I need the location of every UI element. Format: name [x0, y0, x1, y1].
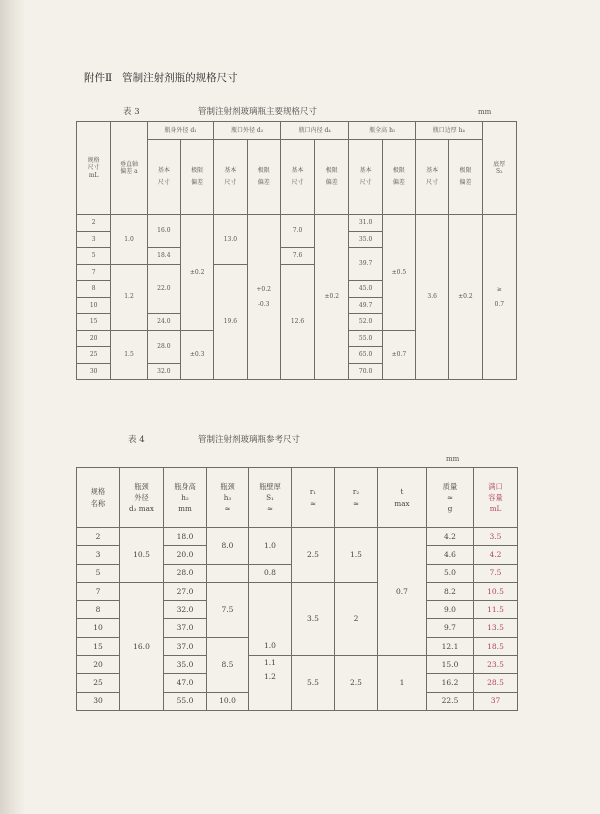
t3-d1-basic-cell: 32.0 [147, 363, 180, 380]
t3-perp-cell: 1.5 [111, 330, 147, 380]
t3-header-spec: 规格 尺寸 mL [77, 122, 111, 215]
t4-capacity-cell: 23.5 [474, 656, 518, 674]
table3-number: 表 3 [123, 107, 140, 117]
t3-h1-basic-cell: 49.7 [349, 297, 382, 314]
t4-mass-cell: 4.6 [427, 546, 474, 564]
t4-mass-cell: 16.2 [427, 674, 474, 692]
t4-h2-cell: 37.0 [164, 637, 207, 655]
t4-capacity-cell: 7.5 [474, 564, 518, 582]
t3-subheader-limit: 极限 偏差 [449, 140, 482, 215]
t4-s1-cell: 1.0 [249, 582, 292, 655]
t4-header-r2: r₂ ≈ [335, 468, 378, 528]
t4-d3-cell: 10.5 [120, 528, 164, 583]
t4-capacity-cell: 3.5 [474, 528, 518, 546]
t4-spec-cell: 8 [77, 601, 120, 619]
t4-spec-cell: 30 [77, 692, 120, 710]
t4-header-t: t max [378, 468, 427, 528]
t3-h1-basic-cell: 65.0 [349, 347, 382, 364]
t4-capacity-cell: 37 [474, 692, 518, 710]
t3-h4-limit-cell: ±0.2 [449, 215, 482, 380]
t4-s1-cell: 0.8 [249, 564, 292, 582]
t4-mass-cell: 12.1 [427, 637, 474, 655]
t4-t-cell: 1 [378, 656, 427, 711]
t3-subheader-basic: 基本 尺寸 [349, 140, 382, 215]
t4-spec-cell: 10 [77, 619, 120, 637]
t3-spec-cell: 10 [77, 297, 111, 314]
table3-unit: mm [478, 108, 492, 116]
t4-mass-cell: 5.0 [427, 564, 474, 582]
t4-r2-cell: 2.5 [335, 656, 378, 711]
t4-spec-cell: 5 [77, 564, 120, 582]
t4-r1-cell: 5.5 [292, 656, 335, 711]
t4-header-d3: 瓶颈 外径 d₃ max [120, 468, 164, 528]
t3-s2-cell: ≥ 0.7 [482, 215, 516, 380]
table3-title: 管制注射剂玻璃瓶主要规格尺寸 [198, 107, 318, 117]
t4-header-spec: 规格 名称 [77, 468, 120, 528]
t4-header-capacity: 满口 容量 mL [474, 468, 518, 528]
t3-header-d2: 瓶口外径 d₂ [214, 122, 281, 140]
t4-h2-cell: 18.0 [164, 528, 207, 546]
t3-header-perp: 垂直轴 偏差 a [111, 122, 147, 215]
t3-h1-basic-cell: 45.0 [349, 281, 382, 298]
table3 [76, 121, 517, 380]
binding-gutter [0, 0, 26, 814]
t3-h1-limit-cell: ±0.5 [382, 215, 415, 331]
t3-h1-basic-cell: 39.7 [349, 248, 382, 281]
t3-d1-basic-cell: 16.0 [147, 215, 180, 248]
t4-spec-cell: 3 [77, 546, 120, 564]
t3-d2-basic-cell: 13.0 [214, 215, 247, 265]
t3-spec-cell: 2 [77, 215, 111, 232]
t3-subheader-basic: 基本 尺寸 [214, 140, 247, 215]
t4-r2-cell: 2 [335, 582, 378, 655]
t3-spec-cell: 30 [77, 363, 111, 380]
t3-perp-cell: 1.2 [111, 264, 147, 330]
t4-mass-cell: 15.0 [427, 656, 474, 674]
t3-header-s2: 底厚 S₂ [482, 122, 516, 215]
t4-d3-cell: 16.0 [120, 582, 164, 710]
t4-r2-cell: 1.5 [335, 528, 378, 583]
t4-h3-cell [207, 564, 249, 582]
t3-header-d1: 瓶身外径 d₁ [147, 122, 214, 140]
t3-spec-cell: 25 [77, 347, 111, 364]
t4-header-mass: 质量 ≈ g [427, 468, 474, 528]
t4-spec-cell: 25 [77, 674, 120, 692]
table4-unit: mm [446, 455, 460, 463]
t4-h2-cell: 35.0 [164, 656, 207, 674]
t3-d1-basic-cell: 28.0 [147, 330, 180, 363]
t3-h1-basic-cell: 35.0 [349, 231, 382, 248]
t3-d4-basic-cell: 12.6 [280, 264, 314, 380]
t4-mass-cell: 8.2 [427, 582, 474, 600]
t4-spec-cell: 20 [77, 656, 120, 674]
t4-h2-cell: 55.0 [164, 692, 207, 710]
t3-h1-basic-cell: 55.0 [349, 330, 382, 347]
t4-h2-cell: 28.0 [164, 564, 207, 582]
t3-d1-limit-cell: ±0.2 [181, 215, 214, 331]
t4-spec-cell: 7 [77, 582, 120, 600]
t4-h2-cell: 20.0 [164, 546, 207, 564]
t3-header-d4: 瓶口内径 d₄ [280, 122, 349, 140]
t4-spec-cell: 15 [77, 637, 120, 655]
t3-subheader-basic: 基本 尺寸 [416, 140, 449, 215]
t4-s1-cell: 1.1 1.2 [249, 656, 292, 711]
t3-subheader-limit: 极限 偏差 [382, 140, 415, 215]
t4-h2-cell: 32.0 [164, 601, 207, 619]
t4-t-cell: 0.7 [378, 528, 427, 656]
t4-capacity-cell: 10.5 [474, 582, 518, 600]
table4 [76, 467, 518, 711]
t4-mass-cell: 9.0 [427, 601, 474, 619]
t3-h1-basic-cell: 31.0 [349, 215, 382, 232]
t3-d1-basic-cell: 22.0 [147, 264, 180, 314]
t4-header-s1: 瓶壁厚 S₁ ≈ [249, 468, 292, 528]
t3-spec-cell: 20 [77, 330, 111, 347]
t4-capacity-cell: 11.5 [474, 601, 518, 619]
t3-spec-cell: 15 [77, 314, 111, 331]
t3-subheader-basic: 基本 尺寸 [280, 140, 314, 215]
table4-number: 表 4 [128, 435, 145, 445]
appendix-prefix: 附件Ⅱ [84, 72, 113, 84]
appendix-heading [84, 70, 238, 85]
t4-r1-cell: 2.5 [292, 528, 335, 583]
table4-title: 管制注射剂玻璃瓶参考尺寸 [198, 435, 301, 445]
t3-spec-cell: 5 [77, 248, 111, 265]
t3-d4-limit-cell: ±0.2 [315, 215, 349, 380]
t3-h1-basic-cell: 52.0 [349, 314, 382, 331]
t4-h3-cell: 10.0 [207, 692, 249, 710]
t3-subheader-basic: 基本 尺寸 [147, 140, 180, 215]
t3-subheader-limit: 极限 偏差 [247, 140, 280, 215]
t4-h3-cell: 8.0 [207, 528, 249, 565]
t3-h1-basic-cell: 70.0 [349, 363, 382, 380]
t4-capacity-cell: 13.5 [474, 619, 518, 637]
t4-h3-cell: 7.5 [207, 582, 249, 637]
t4-mass-cell: 9.7 [427, 619, 474, 637]
t3-spec-cell: 3 [77, 231, 111, 248]
t4-h2-cell: 27.0 [164, 582, 207, 600]
t3-d2-limit-cell: +0.2 -0.3 [247, 215, 280, 380]
t3-h4-basic-cell: 3.6 [416, 215, 449, 380]
t3-spec-cell: 7 [77, 264, 111, 281]
t4-capacity-cell: 18.5 [474, 637, 518, 655]
t4-h3-cell: 8.5 [207, 637, 249, 692]
t4-capacity-cell: 4.2 [474, 546, 518, 564]
t4-s1-cell: 1.0 [249, 528, 292, 565]
t4-h2-cell: 47.0 [164, 674, 207, 692]
t4-header-h2: 瓶身高 h₂ mm [164, 468, 207, 528]
t3-subheader-limit: 极限 偏差 [315, 140, 349, 215]
t3-d4-basic-cell: 7.6 [280, 248, 314, 265]
t3-spec-cell: 8 [77, 281, 111, 298]
t3-d4-basic-cell: 7.0 [280, 215, 314, 248]
t3-h1-limit-cell: ±0.7 [382, 330, 415, 380]
t3-d1-basic-cell: 24.0 [147, 314, 180, 331]
t4-r1-cell: 3.5 [292, 582, 335, 655]
t4-mass-cell: 4.2 [427, 528, 474, 546]
t4-h2-cell: 37.0 [164, 619, 207, 637]
t3-d2-basic-cell: 19.6 [214, 264, 247, 380]
t4-header-r1: r₁ ≈ [292, 468, 335, 528]
t3-d1-basic-cell: 18.4 [147, 248, 180, 265]
t4-header-h3: 瓶颈 h₃ ≈ [207, 468, 249, 528]
t4-capacity-cell: 28.5 [474, 674, 518, 692]
t4-spec-cell: 2 [77, 528, 120, 546]
t3-subheader-limit: 极限 偏差 [181, 140, 214, 215]
t3-header-h1: 瓶全高 h₁ [349, 122, 416, 140]
t3-d1-limit-cell: ±0.3 [181, 330, 214, 380]
appendix-title: 管制注射剂瓶的规格尺寸 [122, 72, 238, 84]
t4-mass-cell: 22.5 [427, 692, 474, 710]
t3-perp-cell: 1.0 [111, 215, 147, 265]
t3-header-h4: 瓶口边厚 h₄ [416, 122, 483, 140]
